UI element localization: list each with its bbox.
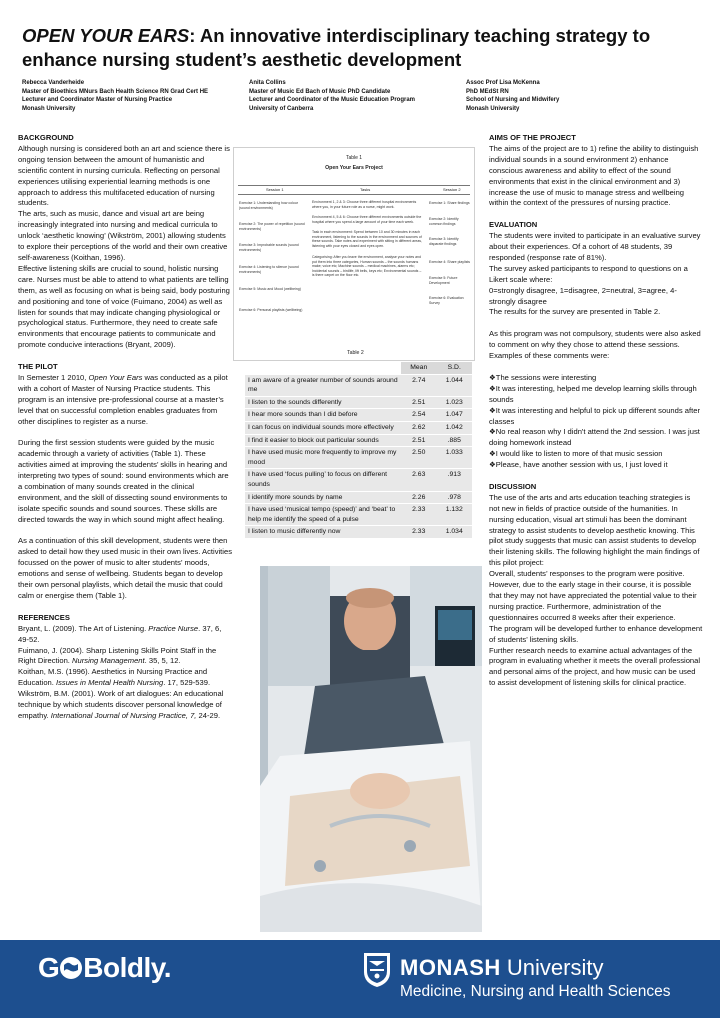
ref-text: Wikström, B.M. (2001). Work of art dialogues: An educational technique by which students discover personal knowledge of empathy. (18, 689, 224, 720)
monash-crest-icon (363, 952, 391, 988)
mean-value: 2.33 (401, 504, 437, 526)
go-boldly-logo (38, 952, 171, 984)
author-institution: Monash University (22, 105, 76, 112)
mean-value: 2.62 (401, 421, 437, 434)
sd-value: 1.132 (437, 504, 473, 526)
pilot-heading: THE PILOT (18, 362, 58, 372)
col-session-1: Session 1 (266, 187, 284, 192)
table-2-body (245, 374, 472, 538)
session2-exercise: Exercise 3: Identify disparate findings (429, 237, 459, 246)
table-row (245, 434, 472, 447)
ref-journal: Issues in Mental Health Nursing (56, 678, 164, 688)
student-comment: ❖No real reason why I didn't attend the 2nd session. I was just doing homework instead (489, 427, 700, 448)
table-header-row (245, 362, 472, 374)
globe-icon (59, 956, 83, 980)
table-row (245, 374, 472, 396)
ref-text: Koithan, M.S. (1996). Aesthetics in Nursing Practice and Education. (18, 667, 208, 688)
pilot-paragraph: As a continuation of this skill development, students were then asked to detail how they used music in their own lives. Activities focussed on the power of music to alter students’ moods, emotions and sense of wellbeing. Students began to develop their own personal playlists, which detail the music that could calm or energise them (Table 1). (18, 536, 232, 601)
task-text: Categorising: After you leave the environment, analyse your notes and put them into three categories, Human sounds – the sounds humans make; voice etc; Machine sounds – medical machines, alarms etc; Incidental sounds – birdlife, lift bells, keys etc; Environmental sounds – is there carpet on the floor etc. (312, 255, 422, 278)
photo-illustration (260, 566, 482, 932)
sd-value: .978 (437, 491, 473, 504)
mean-value: 2.74 (401, 374, 437, 396)
aims-paragraph: The aims of the project are to 1) refine the ability to distinguish individual sounds in a sound environment 2) enhance conscious awareness and ability to effect of the sound environments that exist in the clinical environment and 3) increase the use of music to manage stress and wellbeing within the context of the pressures of nursing practice. (489, 143, 699, 208)
discussion-paragraph: Overall, students’ responses to the program were positive. However, due to the early stage in their course, it is possible that they may not have appreciated the potential value to their nursing practice. Furthermore, administration of the questionnaires occurred 8 weeks after their experience. (489, 569, 697, 622)
student-comment: ❖It was interesting and helpful to pick up different sounds after classes (489, 405, 700, 426)
table-1-header (238, 185, 470, 195)
student-comment: ❖Please, have another session with us, I just loved it (489, 460, 668, 470)
author-role: Lecturer and Coordinator of the Music Education Program (249, 97, 416, 103)
discussion-paragraph: The program will be developed further to enhance development of students’ listening skills. (489, 623, 703, 644)
reference (18, 689, 234, 722)
program-name: Open Your Ears (88, 372, 143, 382)
text-span: In Semester 1 2010, (18, 372, 89, 382)
session2-exercise: Exercise 1: Share findings (429, 201, 470, 205)
sd-value: 1.034 (437, 526, 473, 538)
table-row (245, 526, 472, 538)
reference (18, 624, 234, 646)
pilot-paragraph: During the first session students were guided by the music academic through a variety of activities (Table 1). These activities aimed at improving the students’ skills in hearing and interpreting two types of sound: sound environments which are a combination of many sounds created in the clinical environment, and the skill of dissecting sound environments to isolate specific sounds and sound sources. These skills are directed towards the way in which sound might affect healing. (18, 438, 229, 524)
empty-header (245, 362, 401, 374)
background-heading: BACKGROUND (18, 133, 74, 142)
session2-exercise: Exercise 5: Future Development (429, 276, 458, 285)
survey-item: I have used music more frequently to improve my mood (245, 447, 401, 469)
survey-item: I identify more sounds by name (245, 491, 401, 504)
sd-value: 1.047 (437, 409, 473, 422)
aims-heading: AIMS OF THE PROJECT (489, 133, 576, 142)
sd-value: .885 (437, 434, 473, 447)
mean-value: 2.50 (401, 447, 437, 469)
right-column (489, 133, 703, 689)
reference (18, 646, 234, 668)
evaluation-paragraph: As this program was not compulsory, students were also asked to comment on why they chose to attend these sessions. Examples of these comments were: (489, 329, 701, 361)
sd-value: 1.023 (437, 396, 473, 409)
task-text: Environment 1, 2 & 3: Choose three different hospital environments where you, in your future role as a nurse, might work. (312, 200, 417, 209)
ref-journal: International Journal of Nursing Practice, 7, (50, 710, 197, 720)
ref-journal: Practice Nurse (148, 623, 199, 633)
session2-exercise: Exercise 4: Share playlists (429, 260, 471, 264)
student-comment: ❖I would like to listen to more of that music session (489, 449, 663, 459)
sd-value: 1.042 (437, 421, 473, 434)
sd-value: 1.033 (437, 447, 473, 469)
logo-boldly: Boldly. (83, 952, 172, 983)
sd-value: 1.044 (437, 374, 473, 396)
session1-exercise: Exercise 3: Improbable sounds (sound environments) (239, 243, 299, 252)
mean-value: 2.33 (401, 526, 437, 538)
mean-value: 2.54 (401, 409, 437, 422)
background-paragraph: The arts, such as music, dance and visual art are being increasingly integrated into nursing and medical curricula to unlock ‘aesthetic knowing’ (Wikström, 2001) allowing students to explore their perceptions of the world and their own creative self-awareness (Koithan, 1996). (18, 209, 228, 262)
survey-item: I hear more sounds than I did before (245, 409, 401, 422)
poster-title (22, 24, 702, 72)
session1-exercise: Exercise 2: The power of repetition (sound environments) (239, 222, 305, 231)
ref-text: . 17, 529-539. (163, 678, 211, 688)
left-column (18, 133, 234, 722)
survey-item: I am aware of a greater number of sounds around me (245, 374, 401, 396)
survey-item: I find it easier to block out particular sounds (245, 434, 401, 447)
table-1-caption: Table 1 (345, 155, 363, 161)
author-block-3 (466, 79, 559, 113)
evaluation-heading: EVALUATION (489, 220, 538, 230)
evaluation-paragraph: The survey asked participants to respond to questions on a Likert scale where: (489, 263, 688, 284)
header-mean: Mean (401, 362, 437, 374)
table-row (245, 491, 472, 504)
pilot-paragraph (18, 373, 234, 428)
ref-text: . 37, 6, 49-52. (18, 623, 222, 644)
task-text: Environment 4, 5 & 6: Choose three different environments outside the hospital where you spend a large amount of your time each week. (312, 215, 422, 224)
col-session-2: Session 2 (443, 187, 461, 192)
table-row (245, 409, 472, 422)
university-text: University (506, 955, 604, 980)
nursing-simulation-photo (260, 566, 482, 932)
mean-value: 2.26 (401, 491, 437, 504)
author-block-1 (22, 79, 208, 113)
references-heading: REFERENCES (18, 612, 70, 622)
author-name: Anita Collins (249, 80, 286, 86)
session1-exercise: Exercise 6: Personal playlists (wellbeing) (239, 308, 303, 312)
discussion-heading: DISCUSSION (489, 481, 537, 491)
session1-exercise: Exercise 1: Understanding how colour (sound environments) (239, 201, 298, 210)
evaluation-paragraph: The results for the survey are presented in Table 2. (489, 307, 661, 317)
monash-wordmark (400, 955, 603, 981)
col-tasks: Tasks (360, 187, 371, 192)
survey-item: I can focus on individual sounds more effectively (245, 421, 401, 434)
evaluation-paragraph: 0=strongly disagree, 1=disagree, 2=neutral, 3=agree, 4-strongly disagree (489, 285, 677, 306)
session1-exercise: Exercise 5: Music and Mood (wellbeing) (239, 287, 301, 291)
student-comment: ❖The sessions were interesting (489, 372, 597, 382)
evaluation-paragraph: The students were invited to participate in an evaluative survey about their experiences. Of a cohort of 48 students, 39 responded (response rate of 81%). (489, 231, 701, 262)
table-row (245, 447, 472, 469)
discussion-paragraph: The use of the arts and arts education teaching strategies is not new in fields of practice outside of the humanities. In nursing education, visual art stimuli has been the dominant strategy to assist students to develop aesthetic knowing. This pilot study suggests that music can assist students to develop their listening skills. The following highlight the main findings of this pilot project: (489, 492, 700, 568)
table-1-title: Open Your Ears Project (325, 165, 383, 171)
survey-item: I listen to music differently now (245, 526, 401, 538)
header-sd: S.D. (437, 362, 473, 374)
table-2-caption: Table 2 (347, 350, 364, 356)
background-paragraph: Although nursing is considered both an art and science there is ongoing tension between the amount of humanistic and scientific content in nursing curricula. Reflecting on personal experiences utilising experiential learning methods is one approach to address this multifaceted education of nursing students. (18, 143, 230, 208)
mean-value: 2.51 (401, 434, 437, 447)
session1-exercise: Exercise 4: Listening to silence (sound environments) (239, 265, 299, 274)
session2-exercise: Exercise 6: Evaluation Survey (429, 296, 464, 305)
title-italic: OPEN YOUR EARS (22, 25, 190, 46)
table-1 (233, 147, 475, 361)
ref-text: Fuimano, J. (2004). Sharp Listening Skills Point Staff in the Right Direction. (18, 645, 217, 666)
author-quals: Master of Music Ed Bach of Music PhD Candidate (249, 88, 391, 95)
logo-letter-g: G (38, 952, 60, 983)
ref-text: 24-29. (196, 710, 221, 720)
author-block-2 (249, 79, 415, 113)
mean-value: 2.51 (401, 396, 437, 409)
author-name: Rebecca Vanderheide (22, 80, 85, 86)
author-quals: Master of Bioethics MNurs Bach Health Science RN Grad Cert HE (22, 88, 209, 95)
text-span: was conducted as a pilot with a cohort of Master of Nursing Practice students. This program is an intensive pre-professional course at a master’s level that on successful completion enables graduates from other disciplines to register as a nurse. (18, 372, 228, 426)
author-role: School of Nursing and Midwifery (466, 97, 560, 103)
table-row (245, 421, 472, 434)
student-comment: ❖It was interesting, helped me develop learning skills through sounds (489, 383, 697, 404)
ref-text: Bryant, L. (2009). The Art of Listening. (18, 623, 149, 633)
table-row (245, 396, 472, 409)
title-rest: : An innovative interdisciplinary teaching strategy to enhance nursing student’s aesthetic development (22, 25, 651, 70)
background-paragraph: Effective listening skills are crucial to sound, holistic nursing care. Nurses must be able to attend to what patients are telling them, as well as focusing on what is being said, body posturing and positioning and tone of voice (Fuimano, 2004) as well as listen for sounds that may indicate changing physiological or psychological status. Furthermore, they need to create safe environments that encourage patients to communicate and promote conducive interactions (Bryant, 2009). (18, 263, 230, 350)
author-role: Lecturer and Coordinator Master of Nursing Practice (22, 97, 173, 103)
survey-item: I have used ‘musical tempo (speed)’ and ‘beat’ to help me identify the speed of a pulse (245, 504, 401, 526)
author-institution: Monash University (466, 105, 520, 112)
ref-journal: Nursing Management (72, 656, 145, 666)
sd-value: .913 (437, 469, 473, 491)
monash-text: MONASH (400, 955, 501, 980)
ref-text: . 35, 5, 12. (144, 656, 181, 666)
task-text: Task in each environment: Spend between 10 and 30 minutes in each environment, listening to the sounds in the environment and sources of these sounds. Take notes and experiment with sitting in different areas, listening with your eyes closed and eyes open. (312, 230, 422, 248)
author-quals: PhD MEdSt RN (466, 88, 509, 95)
table-2 (245, 362, 472, 538)
discussion-paragraph: Further research needs to examine actual advantages of the program in evaluating whether it meets the overall professional and personal aims of the project, and how music can be used to assist development of listening skills for clinical practice. (489, 645, 701, 688)
faculty-name: Medicine, Nursing and Health Sciences (400, 983, 671, 1000)
mean-value: 2.63 (401, 469, 437, 491)
survey-item: I have used ‘focus pulling’ to focus on different sounds (245, 469, 401, 491)
author-name: Assoc Prof Lisa McKenna (466, 80, 540, 86)
author-institution: University of Canberra (249, 105, 314, 112)
table-row (245, 504, 472, 526)
table-row (245, 469, 472, 491)
survey-item: I listen to the sounds differently (245, 396, 401, 409)
reference (18, 667, 234, 689)
session2-exercise: Exercise 2: Identify common findings (429, 217, 459, 226)
